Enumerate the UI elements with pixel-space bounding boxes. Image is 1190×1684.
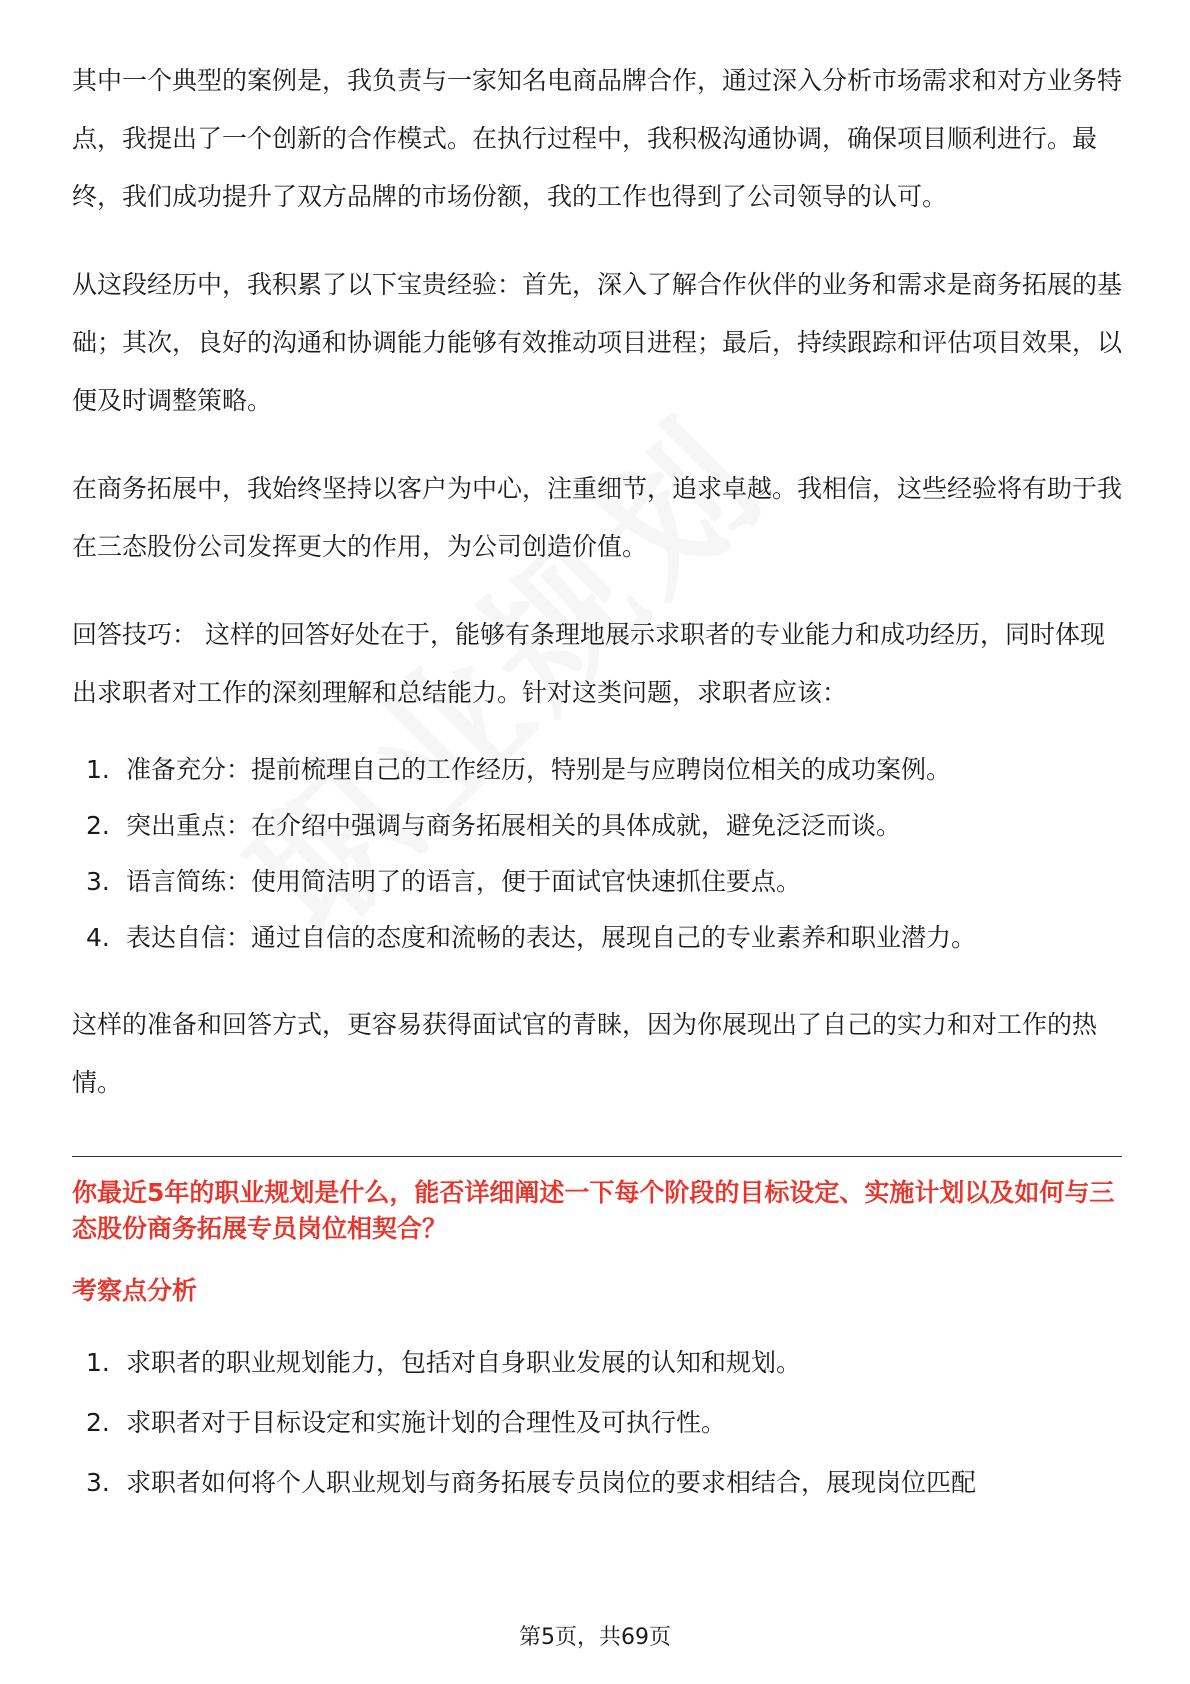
analysis-list — [72, 1333, 1122, 1513]
document-page — [72, 52, 1122, 1513]
list-text: 突出重点：在介绍中强调与商务拓展相关的具体成就，避免泛泛而谈。 — [126, 811, 902, 840]
paragraph-conclusion: 这样的准备和回答方式，更容易获得面试官的青睐，因为你展现出了自己的实力和对工作的热情。 — [72, 1010, 1098, 1097]
paragraph-experience: 从这段经历中，我积累了以下宝贵经验：首先，深入了解合作伙伴的业务和需求是商务拓展的基础；其次，良好的沟通和协调能力能够有效推动项目进程；最后，持续跟踪和评估项目效果，以便及时调整策略。 — [72, 270, 1123, 415]
tips-list — [72, 742, 1122, 966]
list-number: 3. — [86, 867, 110, 896]
list-text: 求职者对于目标设定和实施计划的合理性及可执行性。 — [126, 1408, 727, 1437]
list-item — [72, 854, 1122, 910]
list-number: 1. — [86, 1348, 110, 1377]
question-heading: 你最近5年的职业规划是什么，能否详细阐述一下每个阶段的目标设定、实施计划以及如何与三态股份商务拓展专员岗位相契合？ — [72, 1178, 1115, 1243]
analysis-title: 考察点分析 — [72, 1276, 198, 1305]
list-item — [72, 1453, 1122, 1513]
list-item — [72, 1333, 1122, 1393]
page-footer: 第5页，共69页 — [519, 1625, 671, 1650]
list-text: 准备充分：提前梳理自己的工作经历，特别是与应聘岗位相关的成功案例。 — [126, 755, 952, 784]
list-text: 求职者如何将个人职业规划与商务拓展专员岗位的要求相结合，展现岗位匹配 — [126, 1468, 977, 1497]
list-text: 语言简练：使用简洁明了的语言，便于面试官快速抓住要点。 — [126, 867, 802, 896]
list-number: 1. — [86, 755, 110, 784]
section-divider — [72, 1156, 1122, 1157]
list-item — [72, 910, 1122, 966]
paragraph-answer-tips: 回答技巧： 这样的回答好处在于，能够有条理地展示求职者的专业能力和成功经历，同时体现出求职者对工作的深刻理解和总结能力。针对这类问题，求职者应该： — [72, 620, 1105, 707]
list-number: 2. — [86, 811, 110, 840]
list-number: 4. — [86, 923, 110, 952]
list-item — [72, 798, 1122, 854]
list-text: 求职者的职业规划能力，包括对自身职业发展的认知和规划。 — [126, 1348, 802, 1377]
list-number: 2. — [86, 1408, 110, 1437]
paragraph-customer-focus: 在商务拓展中，我始终坚持以客户为中心，注重细节，追求卓越。我相信，这些经验将有助于我在三态股份公司发挥更大的作用，为公司创造价值。 — [72, 474, 1123, 561]
list-text: 表达自信：通过自信的态度和流畅的表达，展现自己的专业素养和职业潜力。 — [126, 923, 977, 952]
list-item — [72, 1393, 1122, 1453]
list-number: 3. — [86, 1468, 110, 1497]
list-item — [72, 742, 1122, 798]
paragraph-case-example: 其中一个典型的案例是，我负责与一家知名电商品牌合作，通过深入分析市场需求和对方业务特点，我提出了一个创新的合作模式。在执行过程中，我积极沟通协调，确保项目顺利进行。最终，我们成功提升了双方品牌的市场份额，我的工作也得到了公司领导的认可。 — [72, 66, 1123, 211]
